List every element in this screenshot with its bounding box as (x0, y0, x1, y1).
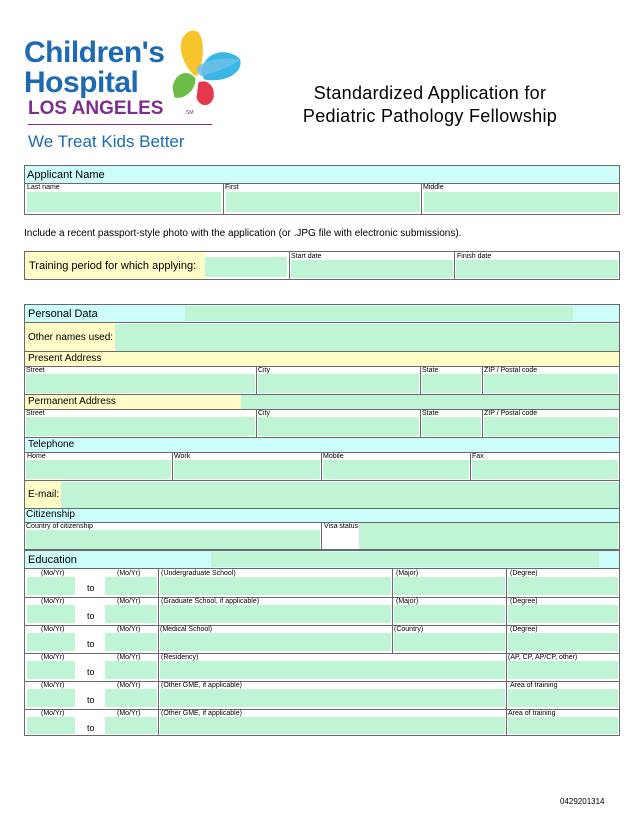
divider (25, 452, 619, 453)
divider (506, 653, 507, 681)
telephone-header: Telephone (28, 439, 75, 450)
education-section (24, 550, 620, 736)
applicant-name-section (24, 165, 620, 215)
logo-underline (28, 124, 212, 125)
personal-data-section (24, 304, 620, 550)
start-date-field[interactable] (291, 260, 453, 278)
divider (158, 625, 159, 653)
telephone-header-bar (25, 438, 619, 452)
edu-from-label: (Mo/Yr) (41, 710, 65, 717)
edu-from-label: (Mo/Yr) (41, 682, 65, 689)
edu-residency-field[interactable] (160, 661, 505, 679)
divider (506, 569, 507, 597)
divider (158, 653, 159, 681)
logo-tagline: We Treat Kids Better (28, 132, 185, 151)
finish-date-field[interactable] (456, 260, 618, 278)
divider (158, 597, 159, 625)
divider (392, 625, 393, 653)
edu-to-label: (Mo/Yr) (117, 598, 141, 605)
middle-name-label: Middle (423, 184, 444, 191)
butterfly-wing-red (196, 81, 214, 106)
edu-area-label: Area of training (508, 710, 556, 717)
edu-from-field[interactable] (27, 717, 75, 734)
edu-specialty-field[interactable] (508, 661, 618, 679)
present-state-field[interactable] (422, 374, 481, 393)
divider (454, 252, 455, 279)
edu-to-word: to (87, 667, 95, 677)
edu-from-label: (Mo/Yr) (41, 570, 65, 577)
personal-data-header: Personal Data (28, 308, 98, 320)
present-zip-field[interactable] (484, 374, 618, 393)
divider (392, 569, 393, 597)
divider (321, 522, 322, 550)
edu-from-label: (Mo/Yr) (41, 654, 65, 661)
present-state-label: State (422, 367, 439, 374)
start-date-label: Start date (291, 253, 322, 260)
present-city-field[interactable] (258, 374, 419, 393)
edu-residency-label: (Residency) (161, 654, 199, 661)
edu-country-field[interactable] (394, 633, 505, 651)
permanent-street-label: Street (26, 410, 45, 417)
butterfly-wing-green (172, 73, 196, 99)
edu-to-word: to (87, 639, 95, 649)
divider (158, 709, 159, 735)
divider (506, 681, 507, 709)
work-phone-field[interactable] (174, 460, 320, 479)
country-citizenship-label: Country of citizenship (26, 523, 93, 530)
divider (506, 709, 507, 735)
applicant-name-header: Applicant Name (27, 169, 105, 181)
logo (24, 28, 244, 151)
divider (289, 252, 290, 279)
citizenship-header-bar (25, 509, 619, 522)
edu-country-label: (Country) (394, 626, 424, 633)
training-period-section (24, 251, 620, 280)
edu-major-label: (Major) (396, 598, 419, 605)
edu-degree-field[interactable] (508, 633, 618, 651)
edu-to-field[interactable] (105, 577, 157, 595)
present-zip-label: ZIP / Postal code (484, 367, 538, 374)
permanent-state-label: State (422, 410, 439, 417)
permanent-city-label: City (258, 410, 271, 417)
edu-to-field[interactable] (105, 661, 157, 679)
education-row-other-gme-2 (25, 709, 619, 735)
edu-other-gme-field[interactable] (160, 689, 505, 707)
other-names-field[interactable] (115, 324, 619, 351)
edu-to-label: (Mo/Yr) (117, 710, 141, 717)
edu-major-field[interactable] (394, 605, 505, 623)
edu-area-field[interactable] (508, 689, 618, 707)
edu-school-label: (Medical School) (160, 626, 213, 633)
edu-school-field[interactable] (160, 605, 391, 623)
edu-area-label: Area of training (510, 682, 558, 689)
training-period-field[interactable] (205, 257, 287, 277)
divider (421, 183, 422, 214)
visa-status-field[interactable] (359, 523, 618, 549)
divider (223, 183, 224, 214)
permanent-address-header: Permanent Address (28, 396, 116, 407)
first-name-label: First (225, 184, 239, 191)
permanent-address-header-fill (241, 395, 619, 409)
divider (506, 597, 507, 625)
fax-field[interactable] (472, 460, 618, 479)
edu-degree-field[interactable] (508, 577, 618, 595)
education-row-residency (25, 653, 619, 681)
edu-to-word: to (87, 695, 95, 705)
edu-school-label: (Graduate School, if applicable) (161, 598, 260, 605)
finish-date-label: Finish date (457, 253, 492, 260)
country-citizenship-field[interactable] (26, 530, 320, 549)
education-row-other-gme-1 (25, 681, 619, 709)
form-title-line1: Standardized Application for (313, 83, 547, 103)
education-header-fill (211, 552, 599, 567)
present-city-label: City (258, 367, 271, 374)
divider (420, 409, 421, 437)
citizenship-header: Citizenship (26, 509, 75, 520)
edu-from-field[interactable] (27, 661, 75, 679)
butterfly-icon (166, 28, 246, 110)
edu-degree-label: (Degree) (510, 570, 538, 577)
divider (172, 452, 173, 480)
applicant-name-header-bar (25, 166, 619, 183)
edu-to-label: (Mo/Yr) (117, 654, 141, 661)
edu-to-label: (Mo/Yr) (117, 682, 141, 689)
edu-from-field[interactable] (27, 633, 75, 651)
edu-to-label: (Mo/Yr) (117, 570, 141, 577)
form-title (270, 82, 590, 128)
divider (420, 366, 421, 394)
education-row-medical (25, 625, 619, 653)
edu-major-label: (Major) (396, 570, 419, 577)
edu-to-field[interactable] (105, 717, 157, 734)
permanent-street-field[interactable] (26, 417, 255, 436)
permanent-zip-field[interactable] (484, 417, 618, 436)
edu-to-field[interactable] (105, 689, 157, 707)
present-address-header: Present Address (28, 353, 102, 364)
visa-status-label: Visa status (324, 523, 359, 530)
email-label: E-mail: (28, 489, 60, 500)
present-address-header-bar (25, 352, 619, 366)
fax-label: Fax (472, 453, 484, 460)
divider (158, 569, 159, 597)
logo-wordmark-line3: LOS ANGELES (28, 98, 164, 119)
edu-major-field[interactable] (394, 577, 505, 595)
email-field[interactable] (61, 482, 619, 508)
divider (256, 366, 257, 394)
edu-other-gme-label: (Other GME, if applicable) (161, 682, 242, 689)
edu-specialty-label: (AP, CP, AP/CP, other) (508, 654, 578, 661)
edu-to-word: to (87, 723, 95, 733)
education-header: Education (28, 554, 77, 566)
divider (506, 625, 507, 653)
footer-code: 0429201314 (560, 797, 605, 806)
logo-wordmark-line2: Hospital (24, 66, 139, 99)
home-phone-field[interactable] (26, 460, 171, 479)
edu-degree-label: (Degree) (510, 598, 538, 605)
education-row-undergraduate (25, 569, 619, 597)
divider (256, 409, 257, 437)
education-row-graduate (25, 597, 619, 625)
edu-school-field[interactable] (160, 633, 391, 651)
edu-school-field[interactable] (160, 577, 391, 595)
permanent-zip-label: ZIP / Postal code (484, 410, 538, 417)
divider (25, 480, 619, 481)
logo-sm-mark: SM (186, 110, 194, 116)
edu-degree-label: (Degree) (510, 626, 538, 633)
divider (25, 183, 619, 184)
personal-data-header-fill (185, 306, 573, 321)
edu-to-field[interactable] (105, 605, 157, 623)
other-names-label: Other names used: (28, 332, 114, 343)
divider (470, 452, 471, 480)
permanent-state-field[interactable] (422, 417, 481, 436)
divider (321, 452, 322, 480)
mobile-phone-label: Mobile (323, 453, 344, 460)
divider (482, 366, 483, 394)
logo-wordmark-line1: Children's (24, 36, 165, 69)
divider (482, 409, 483, 437)
divider (158, 681, 159, 709)
edu-to-word: to (87, 583, 95, 593)
mobile-phone-field[interactable] (323, 460, 469, 479)
permanent-city-field[interactable] (258, 417, 419, 436)
work-phone-label: Work (174, 453, 191, 460)
home-phone-label: Home (27, 453, 46, 460)
photo-note: Include a recent passport-style photo with the application (or .JPG file with electronic submissions). (24, 228, 462, 239)
form-title-line2: Pediatric Pathology Fellowship (302, 106, 558, 126)
edu-to-word: to (87, 611, 95, 621)
edu-other-gme-field[interactable] (160, 717, 505, 734)
edu-area-field[interactable] (508, 717, 618, 734)
divider (392, 597, 393, 625)
present-street-label: Street (26, 367, 45, 374)
last-name-label: Last name (27, 184, 60, 191)
edu-to-field[interactable] (105, 633, 157, 651)
edu-school-label: (Undergraduate School) (161, 570, 236, 577)
edu-other-gme-label: (Other GME, if applicable) (161, 710, 242, 717)
edu-from-label: (Mo/Yr) (41, 626, 65, 633)
edu-from-label: (Mo/Yr) (41, 598, 65, 605)
present-street-field[interactable] (26, 374, 255, 393)
middle-name-field[interactable] (424, 192, 618, 212)
edu-from-field[interactable] (27, 577, 75, 595)
last-name-field[interactable] (27, 192, 221, 212)
edu-from-field[interactable] (27, 605, 75, 623)
edu-to-label: (Mo/Yr) (117, 626, 141, 633)
training-period-label: Training period for which applying: (29, 260, 197, 272)
edu-from-field[interactable] (27, 689, 75, 707)
first-name-field[interactable] (226, 192, 420, 212)
edu-degree-field[interactable] (508, 605, 618, 623)
